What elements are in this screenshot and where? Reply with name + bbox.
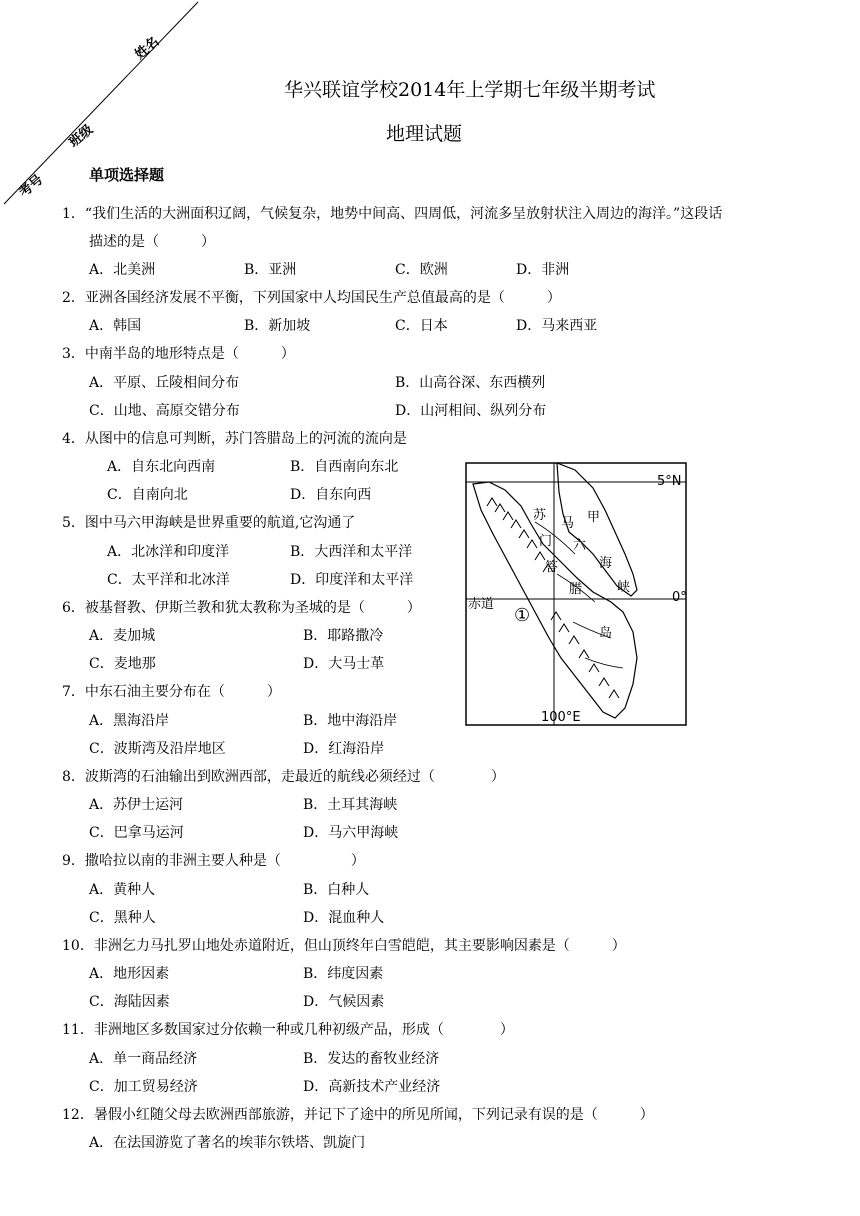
label-ma: 马 — [561, 516, 575, 531]
question-1-stem-cont: 描述的是（ ） — [89, 234, 215, 250]
q7-option-c[interactable]: C．波斯湾及沿岸地区 — [89, 741, 226, 757]
page-title: 华兴联谊学校2014年上学期七年级半期考试 — [284, 79, 656, 101]
q8-option-c[interactable]: C．巴拿马运河 — [89, 825, 184, 841]
q6-option-c[interactable]: C．麦地那 — [89, 656, 156, 672]
exam-number-label: 考号 — [16, 172, 47, 201]
q8-option-b[interactable]: B．土耳其海峡 — [303, 797, 398, 813]
q4-option-b[interactable]: B．自西南向东北 — [290, 459, 399, 475]
q11-option-d[interactable]: D．高新技术产业经济 — [303, 1079, 441, 1095]
q7-option-a[interactable]: A．黑海沿岸 — [89, 713, 170, 729]
q2-option-d[interactable]: D．马来西亚 — [516, 318, 598, 334]
lat-label-5n: 5°N — [657, 474, 682, 489]
name-label: 姓名 — [132, 34, 163, 63]
question-7-stem: 7．中东石油主要分布在（ ） — [62, 684, 281, 700]
q10-option-c[interactable]: C．海陆因素 — [89, 994, 170, 1010]
q11-option-a[interactable]: A．单一商品经济 — [89, 1051, 198, 1067]
q5-option-b[interactable]: B．大西洋和太平洋 — [290, 544, 413, 560]
q3-option-b[interactable]: B．山高谷深、东西横列 — [395, 375, 546, 391]
q4-option-d[interactable]: D．自东向西 — [290, 487, 372, 503]
q4-option-c[interactable]: C．自南向北 — [107, 487, 188, 503]
q1-option-c[interactable]: C．欧洲 — [395, 262, 448, 278]
question-9-stem: 9．撒哈拉以南的非洲主要人种是（ ） — [62, 853, 365, 869]
q8-option-a[interactable]: A．苏伊士运河 — [89, 797, 184, 813]
q9-option-c[interactable]: C．黑种人 — [89, 910, 156, 926]
question-10-stem: 10．非洲乞力马扎罗山地处赤道附近，但山顶终年白雪皑皑，其主要影响因素是（ ） — [62, 938, 626, 954]
q2-option-b[interactable]: B．新加坡 — [244, 318, 311, 334]
lon-label-100e: 100°E — [541, 710, 581, 725]
q7-option-d[interactable]: D．红海沿岸 — [303, 741, 385, 757]
q9-option-b[interactable]: B．白种人 — [303, 882, 370, 898]
q3-option-a[interactable]: A．平原、丘陵相间分布 — [89, 375, 240, 391]
q5-option-d[interactable]: D．印度洋和太平洋 — [290, 572, 414, 588]
question-8-stem: 8．波斯湾的石油输出到欧洲西部，走最近的航线必须经过（ ） — [62, 769, 505, 785]
q9-option-d[interactable]: D．混血种人 — [303, 910, 385, 926]
q10-option-d[interactable]: D．气候因素 — [303, 994, 385, 1010]
q12-option-a[interactable]: A．在法国游览了著名的埃菲尔铁塔、凯旋门 — [89, 1135, 366, 1151]
q5-option-c[interactable]: C．太平洋和北冰洋 — [107, 572, 230, 588]
q8-option-d[interactable]: D．马六甲海峡 — [303, 825, 399, 841]
section-heading: 单项选择题 — [89, 166, 165, 184]
q10-option-b[interactable]: B．纬度因素 — [303, 966, 384, 982]
sumatra-map — [465, 462, 687, 726]
q11-option-c[interactable]: C．加工贸易经济 — [89, 1079, 198, 1095]
label-men: 门 — [539, 534, 553, 549]
q4-option-a[interactable]: A．自东北向西南 — [107, 459, 216, 475]
lat-label-0: 0° — [672, 590, 687, 605]
question-4-stem: 4．从图中的信息可判断，苏门答腊岛上的河流的流向是 — [62, 431, 407, 447]
q3-option-d[interactable]: D．山河相间、纵列分布 — [395, 403, 547, 419]
question-5-stem: 5．图中马六甲海峡是世界重要的航道,它沟通了 — [62, 515, 356, 531]
q5-option-a[interactable]: A．北冰洋和印度洋 — [107, 544, 230, 560]
question-12-stem: 12．暑假小红随父母去欧洲西部旅游，并记下了途中的所见所闻，下列记录有误的是（ ） — [62, 1107, 654, 1123]
q9-option-a[interactable]: A．黄种人 — [89, 882, 156, 898]
marker-1: ① — [514, 605, 531, 626]
label-jia: 甲 — [587, 510, 601, 525]
q2-option-c[interactable]: C．日本 — [395, 318, 448, 334]
q10-option-a[interactable]: A．地形因素 — [89, 966, 170, 982]
label-la: 腊 — [569, 582, 583, 597]
label-su: 苏 — [533, 508, 547, 523]
label-dao: 岛 — [599, 626, 613, 641]
label-xia: 峡 — [617, 580, 631, 595]
label-liu: 六 — [573, 538, 587, 553]
q1-option-a[interactable]: A．北美洲 — [89, 262, 156, 278]
q6-option-a[interactable]: A．麦加城 — [89, 628, 156, 644]
q1-option-b[interactable]: B．亚洲 — [244, 262, 297, 278]
question-2-stem: 2．亚洲各国经济发展不平衡，下列国家中人均国民生产总值最高的是（ ） — [62, 290, 561, 306]
q1-option-d[interactable]: D．非洲 — [516, 262, 570, 278]
q7-option-b[interactable]: B．地中海沿岸 — [303, 713, 398, 729]
question-3-stem: 3．中南半岛的地形特点是（ ） — [62, 346, 295, 362]
q6-option-d[interactable]: D．大马士革 — [303, 656, 385, 672]
question-6-stem: 6．被基督教、伊斯兰教和犹太教称为圣城的是（ ） — [62, 600, 421, 616]
q11-option-b[interactable]: B．发达的畜牧业经济 — [303, 1051, 440, 1067]
page-subtitle: 地理试题 — [386, 123, 463, 145]
class-label: 班级 — [66, 122, 97, 151]
question-1-stem: 1．“我们生活的大洲面积辽阔，气候复杂，地势中间高、四周低，河流多呈放射状注入周边的海洋。”这段话 — [62, 206, 723, 222]
label-da: 答 — [545, 560, 559, 575]
equator-label: 赤道 — [468, 597, 495, 612]
q6-option-b[interactable]: B．耶路撒冷 — [303, 628, 384, 644]
label-hai: 海 — [599, 556, 613, 571]
q3-option-c[interactable]: C．山地、高原交错分布 — [89, 403, 240, 419]
q2-option-a[interactable]: A．韩国 — [89, 318, 142, 334]
question-11-stem: 11．非洲地区多数国家过分依赖一种或几种初级产品，形成（ ） — [62, 1022, 514, 1038]
